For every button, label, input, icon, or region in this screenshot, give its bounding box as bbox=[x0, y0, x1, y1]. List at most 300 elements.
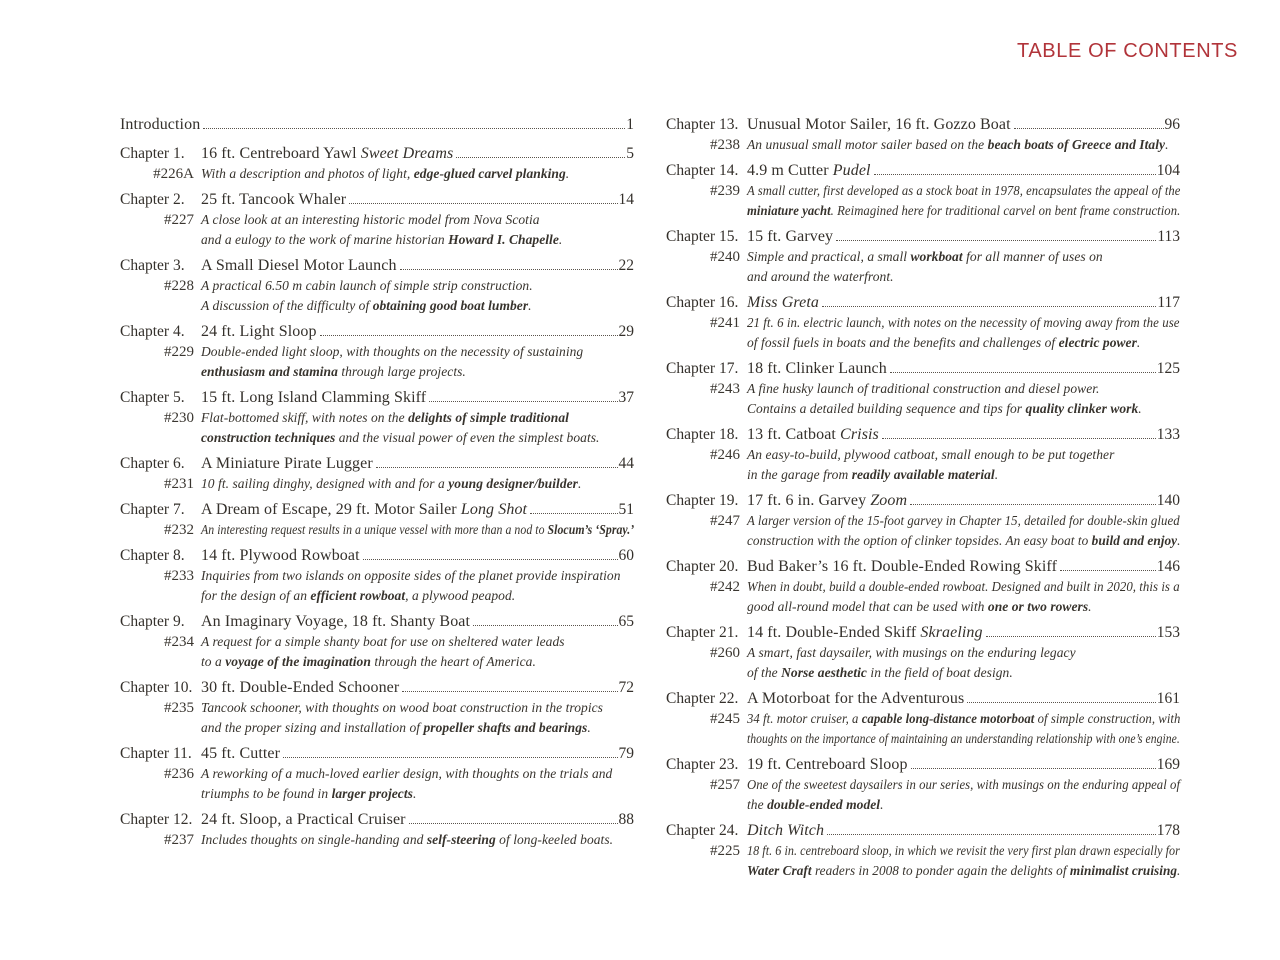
toc-column-right bbox=[666, 114, 1180, 886]
toc-entry bbox=[666, 556, 1180, 617]
toc-entry bbox=[120, 809, 634, 850]
dot-leader bbox=[1060, 568, 1156, 571]
description-line bbox=[201, 474, 634, 494]
toc-title-line bbox=[201, 809, 634, 830]
toc-entry-desc-row bbox=[120, 230, 634, 250]
desc-run: . bbox=[577, 476, 582, 491]
chapter-label: Chapter 11. bbox=[120, 745, 192, 762]
toc-title-line bbox=[201, 677, 634, 698]
toc-entry-title-row bbox=[120, 677, 634, 698]
description-line bbox=[747, 201, 1181, 221]
desc-run: Simple and practical, a small bbox=[747, 249, 911, 264]
desc-run: . bbox=[1177, 533, 1181, 548]
chapter-title bbox=[747, 424, 879, 445]
title-run: A Motorboat for the Adventurous bbox=[747, 690, 965, 707]
chapter-label: Chapter 18. bbox=[666, 426, 739, 443]
desc-run: good all-round model that can be used with bbox=[747, 599, 988, 614]
toc-title-line bbox=[201, 189, 634, 210]
desc-run: of fossil fuels in boats and the benefits and challenges of bbox=[747, 335, 1059, 350]
toc-entry-desc-row bbox=[120, 296, 634, 316]
chapter-title bbox=[747, 688, 964, 709]
toc-entry bbox=[120, 677, 634, 738]
plan-number: #236 bbox=[164, 766, 194, 782]
desc-run: thoughts on the importance of maintaining an understanding relationship with one’s engine. bbox=[747, 731, 1180, 746]
chapter-label: Chapter 20. bbox=[666, 558, 739, 575]
toc-entry-desc-row bbox=[120, 566, 634, 586]
desc-run: . bbox=[412, 786, 417, 801]
desc-run: Water Craft bbox=[747, 863, 812, 878]
plan-number: #238 bbox=[710, 137, 740, 153]
description-line bbox=[747, 135, 1180, 155]
description-line bbox=[747, 247, 1180, 267]
chapter-label: Chapter 22. bbox=[666, 690, 739, 707]
description-line bbox=[747, 181, 1181, 201]
boat-name: Crisis bbox=[840, 426, 879, 443]
desc-run: . bbox=[565, 166, 570, 181]
desc-run: minimalist cruising bbox=[1069, 863, 1178, 878]
toc-entry-desc-row bbox=[666, 333, 1180, 353]
toc-column-left bbox=[120, 114, 634, 855]
chapter-label: Chapter 4. bbox=[120, 323, 185, 340]
toc-title-line bbox=[747, 820, 1180, 841]
chapter-title bbox=[201, 143, 453, 164]
desc-run: delights of simple traditional bbox=[408, 410, 569, 425]
toc-title-line bbox=[201, 321, 634, 342]
toc-entry-desc-row bbox=[666, 135, 1180, 155]
toc-entry bbox=[120, 453, 634, 494]
toc-entry bbox=[120, 189, 634, 250]
toc-entry-desc-row bbox=[120, 342, 634, 362]
desc-run: construction with the option of clinker topsides. An easy boat to bbox=[747, 533, 1092, 548]
description-line bbox=[747, 663, 1180, 683]
desc-run: triumphs to be found in bbox=[201, 786, 332, 801]
description-line bbox=[747, 379, 1180, 399]
desc-run: . bbox=[994, 467, 999, 482]
chapter-label: Chapter 7. bbox=[120, 501, 185, 518]
desc-run: A reworking of a much-loved earlier design, with thoughts on the trials and bbox=[201, 766, 613, 781]
desc-run: of long-keeled boats. bbox=[495, 832, 614, 847]
page-number: 140 bbox=[1156, 492, 1180, 509]
desc-run: 18 ft. 6 in. centreboard sloop, in which we revisit the very first plan drawn especially for bbox=[747, 843, 1180, 858]
page-number: 146 bbox=[1156, 558, 1180, 575]
chapter-title bbox=[201, 809, 406, 830]
toc-title-line bbox=[201, 545, 634, 566]
plan-number: #239 bbox=[710, 183, 740, 199]
chapter-title bbox=[747, 358, 887, 379]
description-line bbox=[201, 428, 634, 448]
toc-entry-desc-row bbox=[120, 362, 634, 382]
plan-number: #243 bbox=[710, 381, 740, 397]
desc-run: A small cutter, first developed as a stock boat in 1978, encapsulates the appeal of the bbox=[747, 183, 1181, 198]
description-line bbox=[201, 718, 634, 738]
page-number: 153 bbox=[1156, 624, 1180, 641]
dot-leader bbox=[1014, 126, 1164, 129]
toc-entries-left bbox=[120, 143, 634, 850]
chapter-label: Chapter 16. bbox=[666, 294, 739, 311]
toc-entry-desc-row bbox=[666, 181, 1180, 201]
description-line bbox=[201, 652, 634, 672]
description-line bbox=[201, 764, 634, 784]
desc-run: of simple construction, with bbox=[1034, 711, 1181, 726]
desc-run: Howard I. Chapelle bbox=[448, 232, 559, 247]
desc-run: through large projects. bbox=[337, 364, 466, 379]
desc-run: An unusual small motor sailer based on the bbox=[747, 137, 988, 152]
toc-title-line bbox=[747, 424, 1180, 445]
plan-number: #234 bbox=[164, 634, 194, 650]
toc-entry bbox=[666, 820, 1180, 881]
desc-run: 10 ft. sailing dinghy, designed with and for a bbox=[201, 476, 449, 491]
toc-entry-desc-row bbox=[120, 764, 634, 784]
title-run: 17 ft. 6 in. Garvey bbox=[747, 492, 871, 509]
page-number: 133 bbox=[1156, 426, 1180, 443]
desc-run: for the design of an bbox=[201, 588, 311, 603]
chapter-title bbox=[201, 255, 397, 276]
description-line bbox=[201, 698, 634, 718]
plan-number: #257 bbox=[710, 777, 740, 793]
plan-number: #226A bbox=[153, 166, 194, 182]
desc-run: A fine husky launch of traditional construction and diesel power. bbox=[747, 381, 1100, 396]
desc-run: Flat-bottomed skiff, with notes on the bbox=[201, 410, 409, 425]
description-line bbox=[747, 333, 1180, 353]
page-number: 125 bbox=[1156, 360, 1180, 377]
dot-leader bbox=[400, 267, 618, 270]
toc-entry-desc-row bbox=[120, 830, 634, 850]
description-line bbox=[201, 566, 634, 586]
desc-run: One of the sweetest daysailers in our series, with musings on the enduring appeal of bbox=[747, 777, 1181, 792]
title-run: A Small Diesel Motor Launch bbox=[201, 257, 397, 274]
toc-entry bbox=[666, 688, 1180, 749]
toc-entry-desc-row bbox=[666, 511, 1180, 531]
plan-number: #230 bbox=[164, 410, 194, 426]
desc-run: An interesting request results in a unique vessel with more than a nod to bbox=[201, 522, 548, 537]
desc-run: . bbox=[587, 720, 591, 735]
desc-run: to a bbox=[201, 654, 226, 669]
chapter-title bbox=[201, 499, 527, 520]
desc-run: voyage of the imagination bbox=[225, 654, 371, 669]
chapter-title bbox=[201, 453, 373, 474]
boat-name: Long Shot bbox=[460, 501, 528, 518]
boat-name: Skraeling bbox=[920, 624, 983, 641]
plan-number: #245 bbox=[710, 711, 740, 727]
dot-leader bbox=[530, 511, 617, 514]
toc-entry bbox=[666, 226, 1180, 287]
toc-entry-title-row bbox=[120, 545, 634, 566]
desc-run: and the visual power of even the simplest boats. bbox=[335, 430, 600, 445]
plan-number: #237 bbox=[164, 832, 194, 848]
toc-entry-title-row bbox=[120, 611, 634, 632]
page-number: 104 bbox=[1156, 162, 1180, 179]
toc-entry-desc-row bbox=[120, 408, 634, 428]
description-line bbox=[201, 408, 634, 428]
title-run: 16 ft. Centreboard Yawl bbox=[201, 145, 361, 162]
title-run: 14 ft. Double-Ended Skiff bbox=[747, 624, 921, 641]
dot-leader bbox=[890, 370, 1156, 373]
title-run: 30 ft. Double-Ended Schooner bbox=[201, 679, 400, 696]
chapter-title bbox=[201, 611, 470, 632]
desc-run: miniature yacht bbox=[747, 203, 831, 218]
toc-entry-title-row bbox=[120, 189, 634, 210]
page-number: 72 bbox=[618, 679, 634, 696]
toc-entry-title-row bbox=[120, 499, 634, 520]
desc-run: Contains a detailed building sequence and tips for bbox=[747, 401, 1026, 416]
plan-number: #242 bbox=[710, 579, 740, 595]
toc-entry bbox=[120, 545, 634, 606]
dot-leader bbox=[363, 557, 618, 560]
boat-name: Miss Greta bbox=[747, 294, 819, 311]
dot-leader bbox=[402, 689, 617, 692]
chapter-label: Chapter 19. bbox=[666, 492, 739, 509]
toc-entry bbox=[666, 160, 1180, 221]
toc-entry-desc-row bbox=[120, 718, 634, 738]
description-line bbox=[747, 643, 1180, 663]
desc-run: workboat bbox=[910, 249, 963, 264]
chapter-title bbox=[747, 292, 819, 313]
toc-entry-desc-row bbox=[666, 709, 1180, 729]
desc-run: . bbox=[1177, 863, 1181, 878]
title-run: 18 ft. Clinker Launch bbox=[747, 360, 887, 377]
toc-entry-desc-row bbox=[666, 247, 1180, 267]
page-number: 51 bbox=[618, 501, 634, 518]
plan-number: #232 bbox=[164, 522, 194, 538]
toc-entry-title-row bbox=[120, 743, 634, 764]
desc-run: through the heart of America. bbox=[370, 654, 536, 669]
toc-entry-desc-row bbox=[666, 201, 1180, 221]
toc-entry-title-row bbox=[666, 622, 1180, 643]
title-run: 4.9 m Cutter bbox=[747, 162, 833, 179]
toc-entry-desc-row bbox=[666, 643, 1180, 663]
toc-title-line bbox=[201, 743, 634, 764]
page-number: 117 bbox=[1157, 294, 1180, 311]
toc-title-line bbox=[201, 611, 634, 632]
title-run: An Imaginary Voyage, 18 ft. Shanty Boat bbox=[201, 613, 471, 630]
chapter-label: Chapter 3. bbox=[120, 257, 185, 274]
chapter-label: Chapter 23. bbox=[666, 756, 739, 773]
toc-entry-desc-row bbox=[120, 210, 634, 230]
toc-title-line bbox=[747, 160, 1180, 181]
toc-entry bbox=[120, 387, 634, 448]
desc-run: . bbox=[1136, 335, 1141, 350]
desc-run: the bbox=[747, 797, 768, 812]
toc-entry-title-row bbox=[666, 226, 1180, 247]
dot-leader bbox=[911, 766, 1156, 769]
desc-run: edge-glued carvel planking bbox=[413, 166, 566, 181]
title-run: Bud Baker’s 16 ft. Double-Ended Rowing Skiff bbox=[747, 558, 1058, 575]
dot-leader bbox=[822, 304, 1156, 307]
dot-leader bbox=[456, 155, 625, 158]
chapter-label: Chapter 1. bbox=[120, 145, 185, 162]
page-number: 79 bbox=[618, 745, 634, 762]
toc-entry-title-row bbox=[666, 820, 1180, 841]
desc-run: of the bbox=[747, 665, 782, 680]
toc-entry-title-row bbox=[120, 809, 634, 830]
chapter-label: Chapter 10. bbox=[120, 679, 193, 696]
description-line bbox=[201, 210, 634, 230]
toc-entry-title-row bbox=[120, 255, 634, 276]
toc-entry bbox=[120, 611, 634, 672]
toc-entry-title-row bbox=[666, 358, 1180, 379]
page-number: 113 bbox=[1157, 228, 1180, 245]
toc-entry-desc-row bbox=[120, 164, 634, 184]
dot-leader bbox=[320, 333, 618, 336]
desc-run: capable long-distance motorboat bbox=[861, 711, 1035, 726]
plan-number: #241 bbox=[710, 315, 740, 331]
chapter-title bbox=[201, 743, 280, 764]
toc-entry-desc-row bbox=[666, 531, 1180, 551]
dot-leader bbox=[283, 755, 617, 758]
toc-entry bbox=[120, 499, 634, 540]
toc-entry-desc-row bbox=[120, 698, 634, 718]
desc-run: , a plywood peapod. bbox=[405, 588, 516, 603]
page-number: 37 bbox=[618, 389, 634, 406]
description-line bbox=[201, 520, 635, 540]
description-line bbox=[201, 230, 634, 250]
toc-entry bbox=[666, 754, 1180, 815]
desc-run: build and enjoy bbox=[1091, 533, 1178, 548]
chapter-title bbox=[201, 677, 399, 698]
dot-leader bbox=[409, 821, 618, 824]
plan-number: #231 bbox=[164, 476, 194, 492]
toc-entry-title-row bbox=[666, 754, 1180, 775]
toc-title-line bbox=[747, 754, 1180, 775]
desc-run: and a eulogy to the work of marine historian bbox=[201, 232, 449, 247]
desc-run: Includes thoughts on single-handing and bbox=[201, 832, 427, 847]
toc-entry-desc-row bbox=[666, 445, 1180, 465]
toc-title-line bbox=[201, 453, 634, 474]
page-number: 29 bbox=[618, 323, 634, 340]
toc-entry-title-row bbox=[666, 114, 1180, 135]
plan-number: #260 bbox=[710, 645, 740, 661]
chapter-label: Chapter 13. bbox=[666, 116, 739, 133]
dot-leader bbox=[882, 436, 1156, 439]
toc-title-line bbox=[201, 255, 634, 276]
toc-entry-title-row bbox=[666, 490, 1180, 511]
desc-run: . bbox=[528, 298, 532, 313]
description-line bbox=[747, 795, 1180, 815]
chapter-title bbox=[201, 321, 317, 342]
page-number: 60 bbox=[618, 547, 634, 564]
toc-entry bbox=[120, 321, 634, 382]
chapter-label: Chapter 2. bbox=[120, 191, 185, 208]
toc-entry-title-row bbox=[120, 321, 634, 342]
description-line bbox=[747, 729, 1180, 749]
intro-row bbox=[120, 114, 634, 135]
toc-entry bbox=[120, 255, 634, 316]
chapter-label: Chapter 17. bbox=[666, 360, 739, 377]
desc-run: 21 ft. 6 in. electric launch, with notes on the necessity of moving away from the use bbox=[747, 315, 1180, 330]
desc-run: enthusiasm and stamina bbox=[201, 364, 338, 379]
page-number: 178 bbox=[1156, 822, 1180, 839]
page-number: 65 bbox=[618, 613, 634, 630]
toc-title-line bbox=[747, 556, 1180, 577]
chapter-label: Chapter 15. bbox=[666, 228, 739, 245]
toc-entry-desc-row bbox=[666, 841, 1180, 861]
desc-run: propeller shafts and bearings bbox=[423, 720, 588, 735]
toc-entry-title-row bbox=[120, 143, 634, 164]
toc-entry-desc-row bbox=[666, 861, 1180, 881]
desc-run: electric power bbox=[1058, 335, 1137, 350]
toc-entry-title-row bbox=[666, 424, 1180, 445]
title-run: 19 ft. Centreboard Sloop bbox=[747, 756, 908, 773]
dot-leader bbox=[429, 399, 617, 402]
desc-run: A larger version of the 15-foot garvey in Chapter 15, detailed for double-skin glued bbox=[747, 513, 1180, 528]
toc-entry-desc-row bbox=[666, 795, 1180, 815]
boat-name: Ditch Witch bbox=[747, 822, 825, 839]
title-run: 24 ft. Sloop, a Practical Cruiser bbox=[201, 811, 406, 828]
desc-run: A close look at an interesting historic model from Nova Scotia bbox=[201, 212, 540, 227]
description-line bbox=[747, 313, 1180, 333]
toc-entry-desc-row bbox=[666, 399, 1180, 419]
dot-leader bbox=[836, 238, 1156, 241]
chapter-title bbox=[747, 114, 1011, 135]
dot-leader bbox=[967, 700, 1155, 703]
toc-entry-desc-row bbox=[666, 465, 1180, 485]
toc-title-line bbox=[747, 490, 1180, 511]
page-number: 22 bbox=[618, 257, 634, 274]
toc-entry bbox=[120, 143, 634, 184]
toc-entry-desc-row bbox=[120, 586, 634, 606]
dot-leader bbox=[349, 201, 617, 204]
toc-entry bbox=[120, 743, 634, 804]
page-number: 161 bbox=[1156, 690, 1180, 707]
toc-entry-desc-row bbox=[666, 267, 1180, 287]
description-line bbox=[747, 861, 1181, 881]
toc-title-line bbox=[747, 688, 1180, 709]
title-run: 13 ft. Catboat bbox=[747, 426, 841, 443]
chapter-label: Chapter 6. bbox=[120, 455, 185, 472]
toc-entry-desc-row bbox=[666, 577, 1180, 597]
boat-name: Pudel bbox=[832, 162, 871, 179]
toc-title-line bbox=[747, 622, 1180, 643]
desc-run: construction techniques bbox=[201, 430, 336, 445]
desc-run: When in doubt, build a double-ended rowboat. Designed and built in 2020, this is a bbox=[747, 579, 1180, 594]
toc-entry-desc-row bbox=[666, 597, 1180, 617]
plan-number: #246 bbox=[710, 447, 740, 463]
title-run: 14 ft. Plywood Rowboat bbox=[201, 547, 360, 564]
toc-entry bbox=[666, 114, 1180, 155]
description-line bbox=[747, 445, 1180, 465]
description-line bbox=[747, 399, 1180, 419]
desc-run: young designer/builder bbox=[448, 476, 578, 491]
description-line bbox=[747, 267, 1180, 287]
toc-entry-title-row bbox=[666, 160, 1180, 181]
desc-run: . bbox=[558, 232, 563, 247]
chapter-title bbox=[747, 226, 833, 247]
description-line bbox=[747, 531, 1181, 551]
description-line bbox=[201, 362, 634, 382]
toc-entries-right bbox=[666, 114, 1180, 881]
title-run: Unusual Motor Sailer, 16 ft. Gozzo Boat bbox=[747, 116, 1011, 133]
chapter-label: Chapter 14. bbox=[666, 162, 739, 179]
intro-label: Introduction bbox=[120, 116, 201, 133]
desc-run: and around the waterfront. bbox=[747, 269, 894, 284]
dot-leader bbox=[874, 172, 1156, 175]
chapter-title bbox=[201, 545, 360, 566]
toc-title-line bbox=[201, 499, 634, 520]
chapter-label: Chapter 12. bbox=[120, 811, 193, 828]
toc-entry-desc-row bbox=[120, 784, 634, 804]
plan-number: #225 bbox=[710, 843, 740, 859]
dot-leader bbox=[827, 832, 1156, 835]
toc-entry-title-row bbox=[120, 453, 634, 474]
chapter-title bbox=[747, 754, 908, 775]
title-run: A Miniature Pirate Lugger bbox=[201, 455, 373, 472]
toc-entry-desc-row bbox=[666, 775, 1180, 795]
desc-run: beach boats of Greece and Italy bbox=[987, 137, 1166, 152]
desc-run: one or two rowers bbox=[987, 599, 1089, 614]
desc-run: double-ended model bbox=[767, 797, 881, 812]
page-number: 88 bbox=[618, 811, 634, 828]
title-run: 15 ft. Long Island Clamming Skiff bbox=[201, 389, 427, 406]
